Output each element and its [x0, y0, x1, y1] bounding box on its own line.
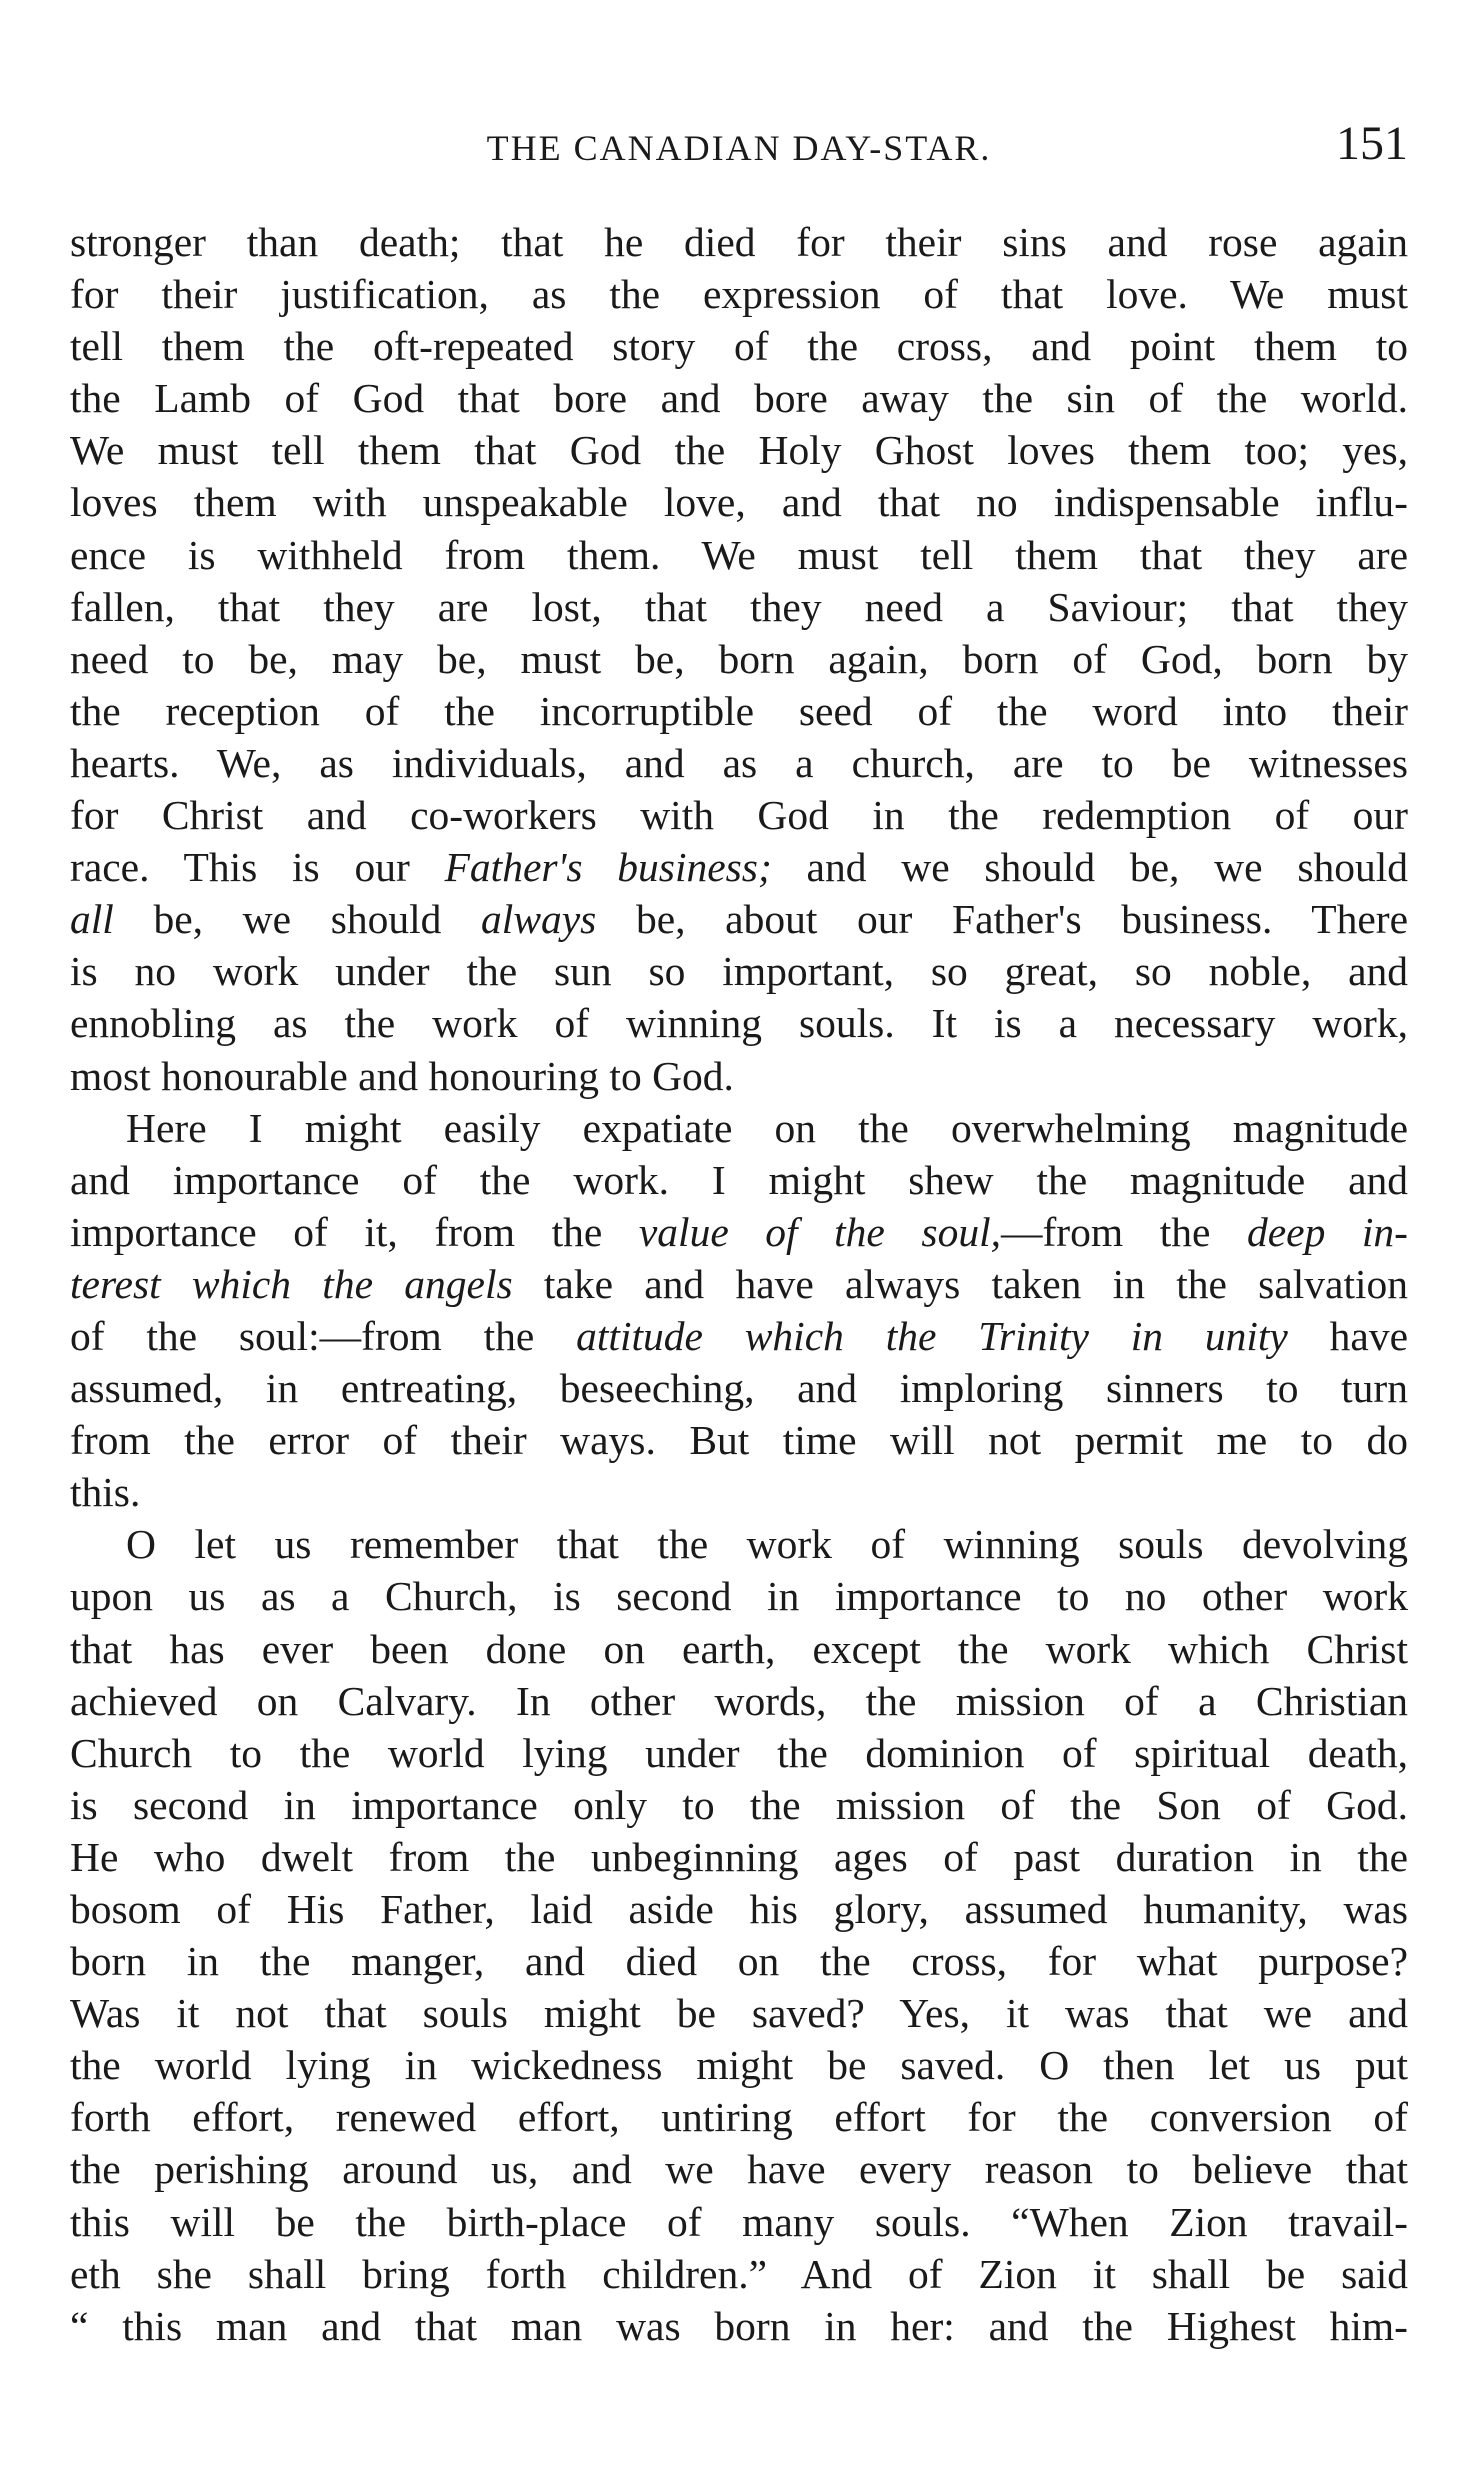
text-line	[70, 1258, 1408, 1310]
text-segment: race. This is our	[70, 844, 445, 891]
italic-text: value of the soul,	[638, 1208, 1001, 1255]
text-line	[70, 476, 1408, 528]
text-line	[70, 424, 1408, 476]
text-line	[70, 2196, 1408, 2248]
text-line	[70, 216, 1408, 268]
text-segment: and we should be, we should	[771, 844, 1408, 891]
text-segment: born in the manger, and died on the cross, for what purpose?	[70, 1938, 1408, 1985]
text-segment: for Christ and co-workers with God in the redemption of our	[70, 792, 1408, 839]
text-segment: be, about our Father's business. There	[596, 896, 1408, 943]
text-segment: —from the	[1000, 1208, 1247, 1255]
text-segment: take and have always taken in the salvation	[512, 1260, 1409, 1307]
text-line	[70, 1206, 1408, 1258]
text-segment: Here I might easily expatiate on the overwhelming magnitude	[126, 1104, 1408, 1151]
text-line	[70, 2248, 1408, 2300]
text-line	[70, 1675, 1408, 1727]
text-segment: for their justification, as the expression of that love. We must	[70, 271, 1408, 318]
text-line	[70, 893, 1408, 945]
text-line	[70, 1466, 1408, 1518]
text-line	[70, 737, 1408, 789]
text-line	[70, 1414, 1408, 1466]
text-line	[70, 685, 1408, 737]
text-line	[70, 320, 1408, 372]
italic-text: all	[70, 896, 114, 943]
text-segment: is second in importance only to the mission of the Son of God.	[70, 1781, 1408, 1828]
italic-text: Father's business;	[444, 844, 772, 891]
text-line	[70, 997, 1408, 1049]
text-segment: forth effort, renewed effort, untiring effort for the conversion of	[70, 2094, 1408, 2141]
text-segment: ennobling as the work of winning souls. It is a necessary work,	[70, 1000, 1408, 1047]
text-segment: hearts. We, as individuals, and as a church, are to be witnesses	[70, 739, 1408, 786]
text-line	[70, 945, 1408, 997]
text-line	[70, 1623, 1408, 1675]
running-title: THE CANADIAN DAY-STAR.	[486, 128, 992, 168]
text-line	[70, 841, 1408, 893]
text-line	[70, 1935, 1408, 1987]
italic-text: attitude which the Trinity in unity	[576, 1312, 1288, 1359]
text-line	[70, 1310, 1408, 1362]
text-segment: Was it not that souls might be saved? Yes, it was that we and	[70, 1990, 1408, 2037]
text-segment: the perishing around us, and we have every reason to believe that	[70, 2146, 1408, 2193]
text-segment: the Lamb of God that bore and bore away the sin of the world.	[70, 375, 1408, 422]
text-line	[70, 372, 1408, 424]
text-segment: We must tell them that God the Holy Ghost loves them too; yes,	[70, 427, 1408, 474]
text-segment: from the error of their ways. But time will not permit me to do	[70, 1417, 1408, 1464]
text-segment: bosom of His Father, laid aside his glory, assumed humanity, was	[70, 1886, 1408, 1932]
text-segment: that has ever been done on earth, except the work which Christ	[70, 1625, 1408, 1672]
italic-text: always	[481, 896, 597, 943]
text-line	[70, 1518, 1408, 1570]
text-line	[70, 1779, 1408, 1831]
text-segment: achieved on Calvary. In other words, the mission of a Christian	[70, 1677, 1408, 1724]
text-segment: fallen, that they are lost, that they need a Saviour; that they	[70, 583, 1408, 630]
text-segment: assumed, in entreating, beseeching, and imploring sinners to turn	[70, 1365, 1408, 1412]
text-segment: this will be the birth-place of many souls. “When Zion travail-	[70, 2198, 1408, 2245]
text-line	[70, 2091, 1408, 2143]
text-line	[70, 1102, 1408, 1154]
text-line	[70, 581, 1408, 633]
text-segment: stronger than death; that he died for their sins and rose again	[70, 219, 1408, 265]
body-text	[70, 216, 1408, 2352]
text-segment: upon us as a Church, is second in importance to no other work	[70, 1573, 1408, 1620]
text-line	[70, 1362, 1408, 1414]
text-segment: ence is withheld from them. We must tell them that they are	[70, 531, 1408, 578]
text-line	[70, 2143, 1408, 2195]
text-segment: most honourable and honouring to God.	[70, 1052, 734, 1099]
text-line	[70, 2039, 1408, 2091]
text-segment: is no work under the sun so important, so great, so noble, and	[70, 948, 1408, 995]
text-segment: tell them the oft-repeated story of the cross, and point them to	[70, 323, 1408, 370]
text-segment: He who dwelt from the unbeginning ages of past duration in the	[70, 1833, 1408, 1880]
text-segment: Church to the world lying under the dominion of spiritual death,	[70, 1729, 1408, 1776]
text-line	[70, 268, 1408, 320]
text-line	[70, 1883, 1408, 1935]
text-line	[70, 1050, 1408, 1102]
text-segment: need to be, may be, must be, born again, born of God, born by	[70, 635, 1408, 682]
text-segment: the world lying in wickedness might be saved. O then let us put	[70, 2042, 1408, 2089]
text-segment: and importance of the work. I might shew the magnitude and	[70, 1156, 1408, 1203]
text-line	[70, 633, 1408, 685]
page-number: 151	[1336, 117, 1408, 170]
text-segment: eth she shall bring forth children.” And of Zion it shall be said	[70, 2250, 1408, 2297]
text-line	[70, 1154, 1408, 1206]
text-line	[70, 789, 1408, 841]
text-segment: of the soul:—from the	[70, 1312, 577, 1359]
text-line	[70, 1727, 1408, 1779]
text-segment: loves them with unspeakable love, and that no indispensable influ-	[70, 479, 1408, 526]
text-segment: have	[1287, 1312, 1408, 1359]
text-line	[70, 2300, 1408, 2352]
italic-text: deep in-	[1247, 1208, 1409, 1255]
text-line	[70, 1570, 1408, 1622]
text-line	[70, 1831, 1408, 1883]
text-segment: this.	[70, 1469, 141, 1516]
italic-text: terest which the angels	[70, 1260, 513, 1307]
text-segment: be, we should	[113, 896, 482, 943]
text-segment: “ this man and that man was born in her: and the Highest him-	[70, 2302, 1408, 2349]
text-segment: O let us remember that the work of winning souls devolving	[126, 1521, 1408, 1568]
text-segment: importance of it, from the	[70, 1208, 639, 1255]
text-segment: the reception of the incorruptible seed of the word into their	[70, 687, 1408, 734]
text-line	[70, 1987, 1408, 2039]
text-line	[70, 529, 1408, 581]
page-header	[70, 118, 1408, 178]
